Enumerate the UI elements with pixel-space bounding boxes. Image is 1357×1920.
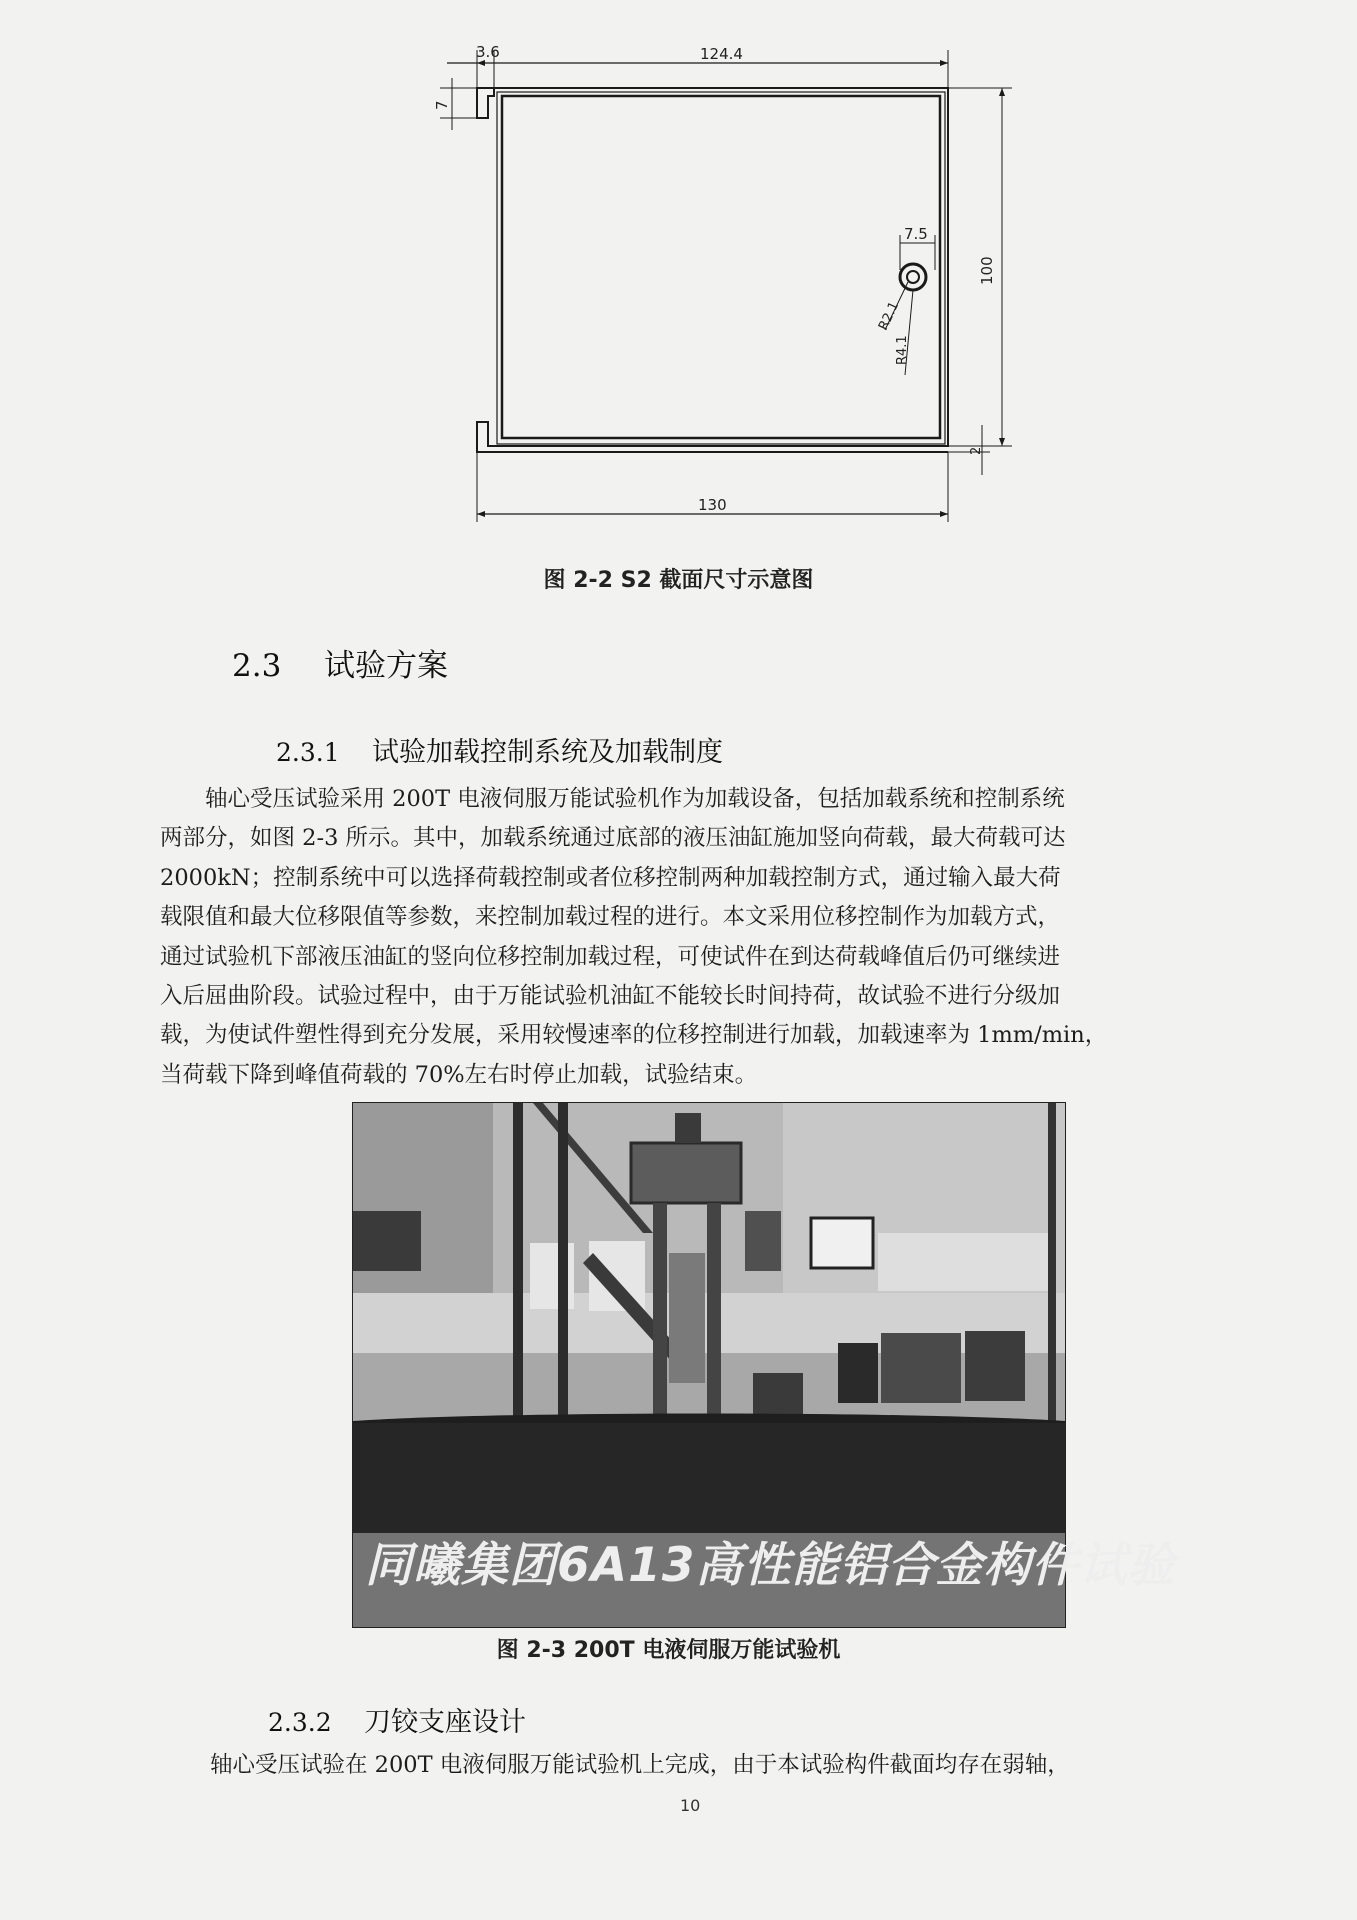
paragraph-line: 轴心受压试验采用 200T 电液伺服万能试验机作为加载设备，包括加载系统和控制系统 xyxy=(205,786,1065,812)
dim-inner-radius: R2.1 xyxy=(876,299,903,333)
paragraph-line: 入后屈曲阶段。试验过程中，由于万能试验机油缸不能较长时间持荷，故试验不进行分级加 xyxy=(160,983,1061,1010)
subsection-title: 试验加载控制系统及加载制度 xyxy=(372,737,723,768)
subsection-number: 2.3.1 xyxy=(276,738,340,767)
section-outline xyxy=(477,88,494,118)
dim-total-width: 130 xyxy=(698,496,727,514)
dim-top-width: 124.4 xyxy=(700,45,743,63)
subsection-heading-2-3-2 xyxy=(268,1700,526,1739)
figure-2-2-caption: 图 2-2 S2 截面尺寸示意图 xyxy=(543,568,814,593)
section-number: 2.3 xyxy=(232,648,282,684)
subsection-number: 2.3.2 xyxy=(268,1708,332,1737)
hole-outer xyxy=(900,264,926,290)
section-dimension-drawing xyxy=(430,30,1050,550)
subsection-heading-2-3-1 xyxy=(276,730,723,769)
dim-height: 100 xyxy=(978,256,996,285)
paragraph-knife-hinge xyxy=(160,1746,1220,1785)
dim-lip-width: 3.6 xyxy=(476,43,500,61)
paragraph-line: 两部分，如图 2-3 所示。其中，加载系统通过底部的液压油缸施加竖向荷载，最大荷载可达 xyxy=(160,825,1066,852)
subsection-title: 刀铰支座设计 xyxy=(364,1707,526,1738)
banner-text: 同曦集团6A13高性能铝合金构件试验 xyxy=(365,1538,1176,1593)
section-inner-wall xyxy=(502,96,940,438)
paragraph-line: 2000kN；控制系统中可以选择荷载控制或者位移控制两种加载控制方式，通过输入最大荷 xyxy=(160,864,1061,891)
dim-wall-thickness: 2 xyxy=(969,446,984,455)
section-title: 试验方案 xyxy=(324,648,448,684)
figure-2-3-caption: 图 2-3 200T 电液伺服万能试验机 xyxy=(496,1638,841,1663)
paragraph-line: 当荷载下降到峰值荷载的 70%左右时停止加载，试验结束。 xyxy=(160,1061,758,1088)
page-number: 10 xyxy=(680,1796,701,1815)
dim-outer-radius: R4.1 xyxy=(895,335,910,365)
testing-machine-photo xyxy=(352,1102,1176,1628)
paragraph-loading-system xyxy=(160,780,1220,1095)
hole-inner xyxy=(907,271,919,283)
dim-hole-offset: 7.5 xyxy=(904,225,928,243)
section-heading-2-3 xyxy=(232,640,448,685)
dim-lip-height: 7 xyxy=(433,100,451,110)
section-inner-wall-2 xyxy=(497,92,945,444)
section-outer-wall xyxy=(477,88,948,452)
paragraph-line: 载限值和最大位移限值等参数，来控制加载过程的进行。本文采用位移控制作为加载方式， xyxy=(160,904,1061,931)
paragraph-line: 载，为使试件塑性得到充分发展，采用较慢速率的位移控制进行加载，加载速率为 1mm/min， xyxy=(160,1022,1108,1049)
paragraph-line: 轴心受压试验在 200T 电液伺服万能试验机上完成，由于本试验构件截面均存在弱轴， xyxy=(210,1752,1070,1778)
paragraph-line: 通过试验机下部液压油缸的竖向位移控制加载过程，可使试件在到达荷载峰值后仍可继续进 xyxy=(160,943,1061,970)
